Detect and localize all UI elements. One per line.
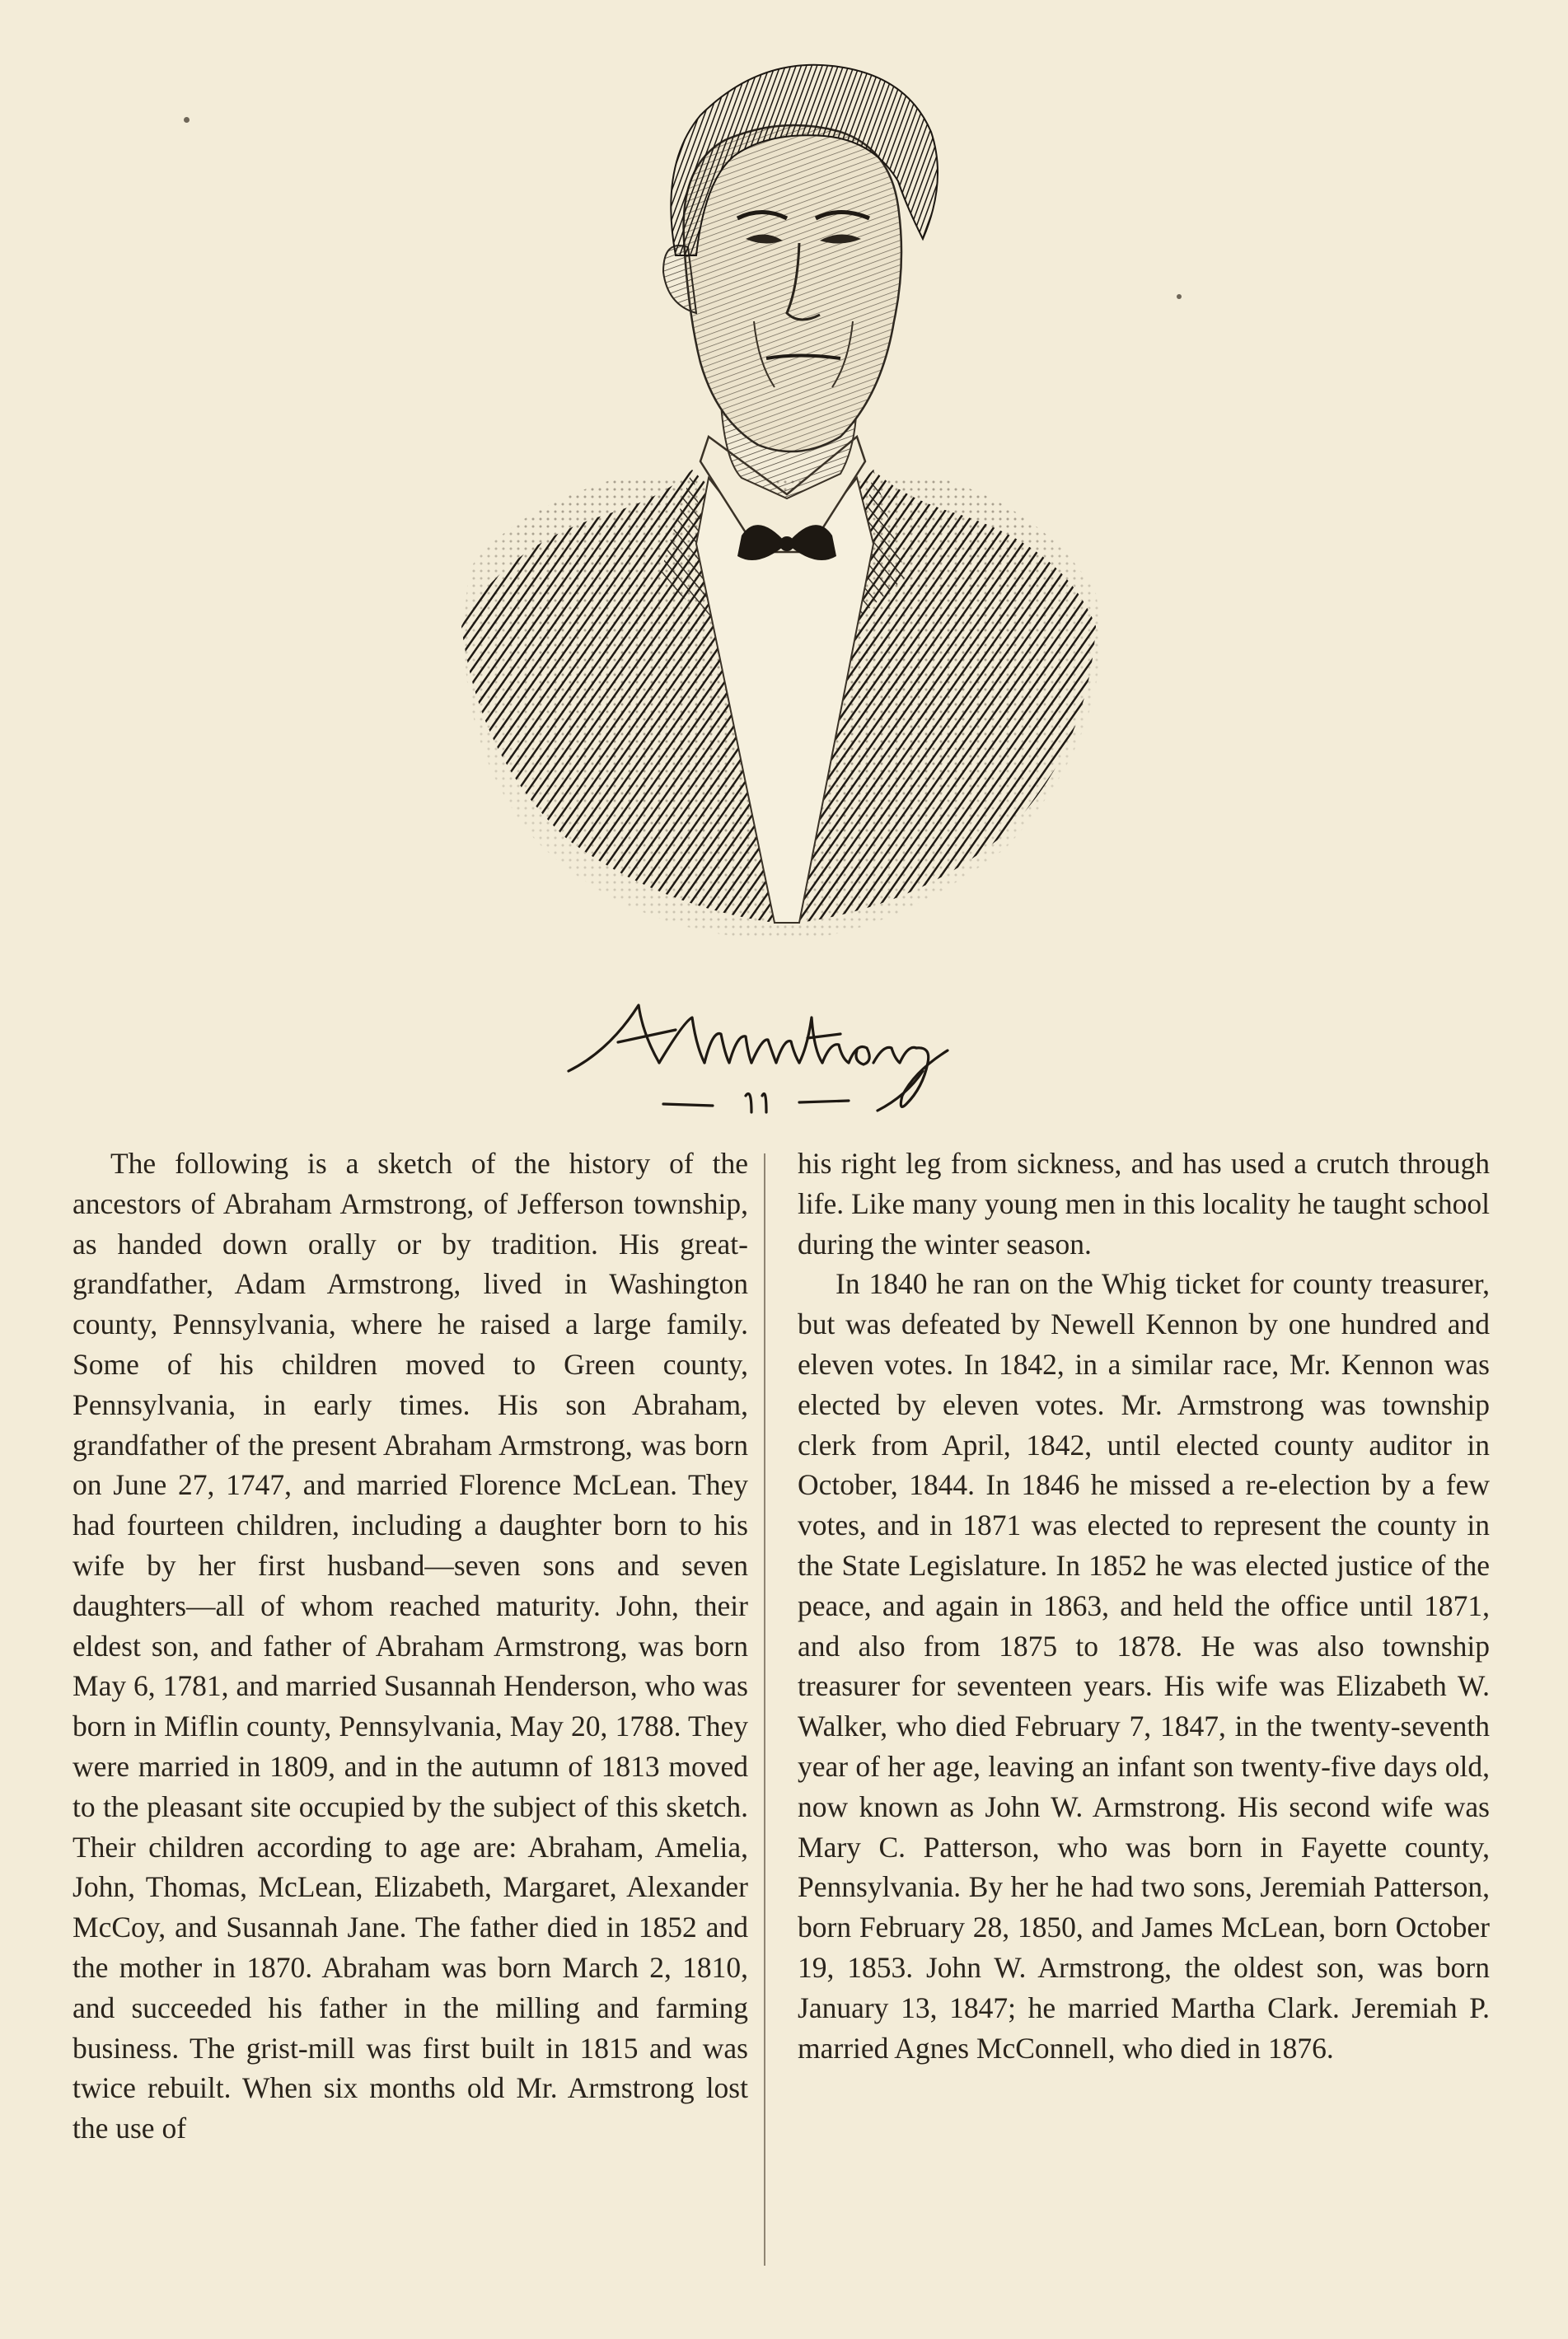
paragraph: In 1840 he ran on the Whig ticket for county treasurer, but was defeated by Newell Kennon by one hundred and eleven votes. In 1842, in a similar race, Mr. Kennon was elected by eleven votes. Mr. Armstrong was township clerk from April, 1842, until elected county auditor in October, 1844. In 1846 he missed a re-election by a few votes, and in 1871 was elected to represent the county in the State Legislature. In 1852 he was elected justice of the peace, and again in 1863, and held the office until 1871, and also from 1875 to 1878. He was also township treasurer for seventeen years. His wife was Elizabeth W. Walker, who died February 7, 1847, in the twenty-seventh year of her age, leaving an infant son twenty-five days old, now known as John W. Armstrong. His second wife was Mary C. Patterson, who was born in Fayette county, Pennsylvania. By her he had two sons, Jeremiah Patterson, born February 28, 1850, and James McLean, born October 19, 1853. John W. Armstrong, the oldest son, was born January 13, 1847; he married Martha Clark. Jeremiah P. married Agnes McConnell, who died in 1876. [798, 1267, 1490, 2065]
text-columns [73, 1144, 1498, 2281]
paragraph: The following is a sketch of the history of the ancestors of Abraham Armstrong, of Jefferson township, as handed down orally or by tradition. His great-grandfather, Adam Armstrong, lived in Washington county, Pennsylvania, where he raised a large family. Some of his children moved to Green county, Pennsylvania, in early times. His son Abraham, grandfather of the present Abraham Armstrong, was born on June 27, 1747, and married Florence McLean. They had fourteen children, including a daughter born to his wife by her first husband—seven sons and seven daughters—all of whom reached maturity. John, their eldest son, and father of Abraham Armstrong, was born May 6, 1781, and married Susannah Henderson, who was born in Miflin county, Pennsylvania, May 20, 1788. They were married in 1809, and in the autumn of 1813 moved to the pleasant site occupied by the subject of this sketch. Their children according to age are: Abraham, Amelia, John, Thomas, McLean, Elizabeth, Margaret, Alexander McCoy, and Susannah Jane. The father died in 1852 and the mother in 1870. Abraham was born March 2, 1810, and succeeded his father in the milling and farming business. The grist-mill was first built in 1815 and was twice rebuilt. When six months old Mr. Armstrong lost the use of [73, 1147, 748, 2145]
print-speck [1177, 294, 1182, 299]
paragraph: his right leg from sickness, and has used a crutch through life. Like many young men in this locality he taught school during the winter season. [798, 1147, 1490, 1261]
print-speck [184, 117, 190, 123]
portrait-engraving [412, 49, 1137, 947]
right-column [798, 1144, 1490, 2068]
left-column [73, 1144, 748, 2149]
signature [560, 972, 989, 1129]
